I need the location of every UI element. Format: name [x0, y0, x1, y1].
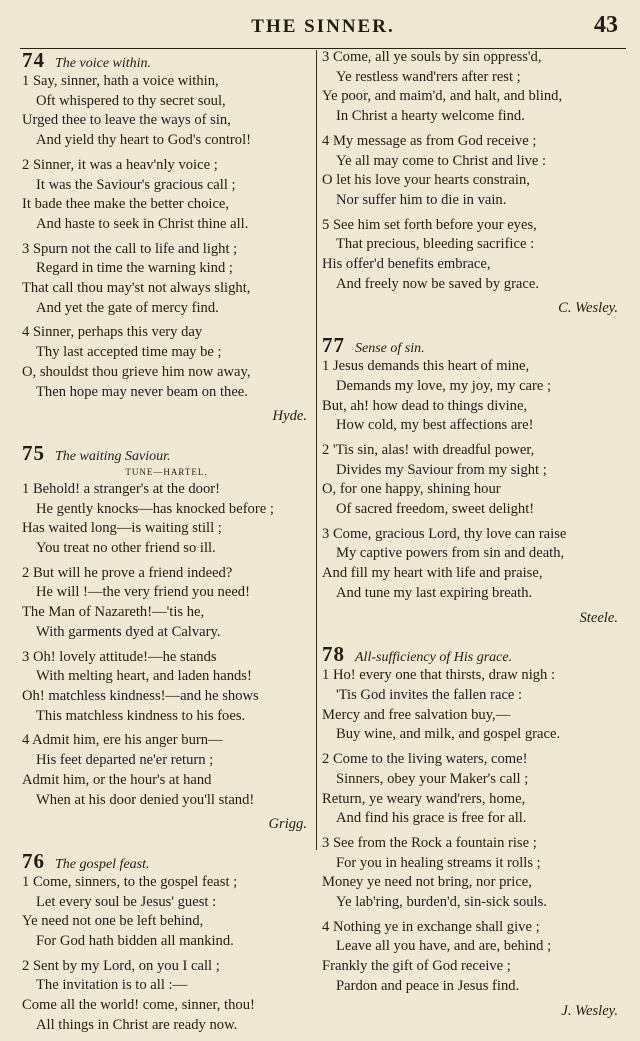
verse-line: 1 Jesus demands this heart of mine,	[322, 358, 530, 375]
verse-line: Regard in time the warning kind ;	[36, 260, 233, 277]
stanza	[22, 323, 311, 402]
verse-line: For God hath bidden all mankind.	[36, 933, 234, 950]
hymn-spacer	[322, 628, 622, 642]
hymn-number: 74	[22, 48, 45, 72]
verse-line: Leave all you have, and are, behind ;	[336, 938, 552, 955]
verse-line: It bade thee make the better choice,	[22, 196, 230, 213]
stanza	[22, 564, 311, 643]
verse-line: 5 See him set forth before your eyes,	[322, 216, 537, 233]
verse-line: And yield thy heart to God's control!	[36, 132, 252, 149]
verse-line: 3 Oh! lovely attitude!—he stands	[22, 648, 217, 665]
verse-line: Sinners, obey your Maker's call ;	[336, 770, 529, 787]
verse-line: Money ye need not bring, nor price,	[322, 874, 532, 891]
verse-line: Thy last accepted time may be ;	[36, 344, 222, 361]
hymn-block	[22, 48, 311, 427]
verse-line: Admit him, or the hour's at hand	[22, 771, 212, 788]
verse-line: Come all the world! come, sinner, thou!	[22, 997, 255, 1014]
hymn-block	[322, 628, 622, 1021]
verse-line: O, for one happy, shining hour	[322, 481, 501, 498]
hymn-heading	[22, 48, 311, 72]
page-number: 43	[594, 12, 618, 38]
stanza	[322, 750, 622, 829]
stanza	[322, 132, 622, 211]
verse-line: Divides my Saviour from my sight ;	[336, 461, 547, 478]
stanza	[322, 357, 622, 436]
hymn-title: All-sufficiency of His grace.	[355, 650, 513, 666]
hymn-block	[322, 319, 622, 628]
verse-line: Oh! matchless kindness!—and he shows	[22, 687, 259, 704]
verse-line: Ye need not one be left behind,	[22, 913, 204, 930]
author-attribution: Steele.	[579, 609, 618, 626]
verse-line: My captive powers from sin and death,	[336, 545, 565, 562]
stanza	[22, 731, 311, 810]
verse-line: 3 Come, all ye souls by sin oppress'd,	[322, 49, 542, 65]
verse-line: When at his door denied you'll stand!	[36, 791, 255, 808]
author-attribution: Hyde.	[272, 408, 307, 425]
verse-line: But, ah! how dead to things divine,	[322, 397, 528, 414]
verse-line: And find his grace is free for all.	[336, 810, 527, 827]
stanza	[22, 957, 311, 1036]
hymn-spacer	[22, 427, 311, 441]
stanza	[22, 240, 311, 319]
verse-line: 3 Come, gracious Lord, thy love can raise	[322, 525, 567, 542]
verse-line: That call thou may'st not always slight,	[22, 280, 251, 297]
verse-line: 2 Sinner, it was a heav'nly voice ;	[22, 156, 218, 173]
verse-line: His offer'd benefits embrace,	[322, 256, 491, 273]
stanza	[322, 441, 622, 520]
verse-line: Urged thee to leave the ways of sin,	[22, 112, 231, 129]
verse-line: His feet departed ne'er return ;	[36, 752, 214, 769]
verse-line: Of sacred freedom, sweet delight!	[336, 501, 535, 518]
verse-line: For you in healing streams it rolls ;	[336, 854, 541, 871]
verse-line: That precious, bleeding sacrifice :	[336, 236, 535, 253]
verse-line: With garments dyed at Calvary.	[36, 623, 221, 640]
author-attribution: J. Wesley.	[561, 1002, 618, 1019]
stanza	[22, 648, 311, 727]
verse-line: Ye lab'ring, burden'd, sin-sick souls.	[336, 894, 547, 911]
hymn-number: 75	[22, 440, 45, 465]
verse-line: Buy wine, and milk, and gospel grace.	[336, 726, 561, 743]
left-column	[22, 48, 311, 1041]
verse-line: O, shouldst thou grieve him now away,	[22, 363, 251, 380]
verse-line: Ye poor, and maim'd, and halt, and blind,	[322, 88, 563, 105]
running-title: THE SINNER.	[251, 16, 395, 37]
verse-line: Then hope may never beam on thee.	[36, 383, 248, 400]
verse-line: 4 Nothing ye in exchange shall give ;	[322, 918, 540, 935]
verse-line: 1 Ho! every one that thirsts, draw nigh :	[322, 667, 556, 684]
hymn-number: 77	[322, 333, 345, 358]
hymn-number: 76	[22, 848, 45, 873]
verse-line: And fill my heart with life and praise,	[322, 565, 543, 582]
stanza	[22, 156, 311, 235]
verse-line: 4 My message as from God receive ;	[322, 132, 537, 149]
verse-line: Let every soul be Jesus' guest :	[36, 893, 217, 910]
verse-line: This matchless kindness to his foes.	[36, 707, 246, 724]
stanza	[22, 72, 311, 151]
verse-line: Ye restless wand'rers after rest ;	[336, 68, 521, 85]
stanza	[322, 48, 622, 127]
column-divider	[316, 50, 317, 850]
verse-line: He gently knocks—has knocked before ;	[36, 500, 274, 517]
verse-line: And yet the gate of mercy find.	[36, 299, 219, 316]
stanza	[322, 666, 622, 745]
verse-line: 1 Come, sinners, to the gospel feast ;	[22, 873, 238, 890]
stanza	[322, 216, 622, 295]
hymn-heading	[22, 440, 311, 465]
hymn-title: Sense of sin.	[355, 341, 425, 357]
verse-line: Oft whispered to thy secret soul,	[36, 92, 226, 109]
stanza	[322, 918, 622, 997]
verse-line: All things in Christ are ready now.	[36, 1016, 238, 1033]
verse-line: 2 'Tis sin, alas! with dreadful power,	[322, 441, 535, 458]
verse-line: In Christ a hearty welcome find.	[336, 108, 525, 125]
hymn-title: The waiting Saviour.	[55, 448, 171, 464]
stanza	[22, 873, 311, 952]
hymn-block	[322, 48, 622, 319]
verse-line: The invitation is to all :—	[36, 977, 188, 994]
verse-line: Pardon and peace in Jesus find.	[336, 977, 520, 994]
stanza	[322, 525, 622, 604]
verse-line: And freely now be saved by grace.	[336, 275, 540, 292]
verse-line: Nor suffer him to die in vain.	[336, 191, 507, 208]
right-column	[322, 48, 622, 1021]
verse-line: 2 Come to the living waters, come!	[322, 751, 528, 768]
hymn-spacer	[322, 319, 622, 333]
verse-line: 2 Sent by my Lord, on you I call ;	[22, 957, 220, 974]
tune-name: TUNE—HARTEL.	[125, 466, 208, 477]
verse-line: 4 Admit him, ere his anger burn—	[22, 732, 223, 749]
author-attribution: C. Wesley.	[558, 300, 618, 317]
verse-line: It was the Saviour's gracious call ;	[36, 176, 236, 193]
verse-line: How cold, my best affections are!	[336, 417, 534, 434]
verse-line: 2 But will he prove a friend indeed?	[22, 564, 233, 581]
verse-line: And haste to seek in Christ thine all.	[36, 215, 249, 232]
hymn-heading	[322, 642, 622, 667]
stanza	[322, 834, 622, 913]
verse-line: 4 Sinner, perhaps this very day	[22, 324, 203, 341]
verse-line: And tune my last expiring breath.	[336, 584, 533, 601]
verse-line: 'Tis God invites the fallen race :	[336, 686, 523, 703]
stanza	[22, 480, 311, 559]
page-header	[20, 14, 626, 49]
verse-line: You treat no other friend so ill.	[36, 540, 216, 557]
hymn-heading	[22, 848, 311, 873]
verse-line: The Man of Nazareth!—'tis he,	[22, 604, 205, 621]
hymn-title: The voice within.	[55, 56, 152, 71]
verse-line: Ye all may come to Christ and live :	[336, 152, 547, 169]
hymn-number: 78	[322, 642, 345, 667]
verse-line: Return, ye weary wand'rers, home,	[322, 790, 526, 807]
hymn-heading	[322, 333, 622, 358]
verse-line: 1 Say, sinner, hath a voice within,	[22, 73, 219, 89]
verse-line: 3 Spurn not the call to life and light ;	[22, 240, 238, 257]
verse-line: O let his love your hearts constrain,	[322, 172, 530, 189]
verse-line: 1 Behold! a stranger's at the door!	[22, 480, 220, 497]
verse-line: Demands my love, my joy, my care ;	[336, 377, 552, 394]
hymn-title: The gospel feast.	[55, 856, 150, 872]
verse-line: Frankly the gift of God receive ;	[322, 958, 511, 975]
hymn-spacer	[22, 835, 311, 849]
verse-line: Has waited long—is waiting still ;	[22, 520, 222, 537]
verse-line: He will !—the very friend you need!	[36, 584, 250, 601]
verse-line: With melting heart, and laden hands!	[36, 668, 252, 685]
hymn-block	[22, 835, 311, 1036]
hymn-block	[22, 427, 311, 835]
verse-line: 3 See from the Rock a fountain rise ;	[322, 834, 537, 851]
verse-line: Mercy and free salvation buy,—	[322, 706, 511, 723]
author-attribution: Grigg.	[268, 816, 307, 833]
